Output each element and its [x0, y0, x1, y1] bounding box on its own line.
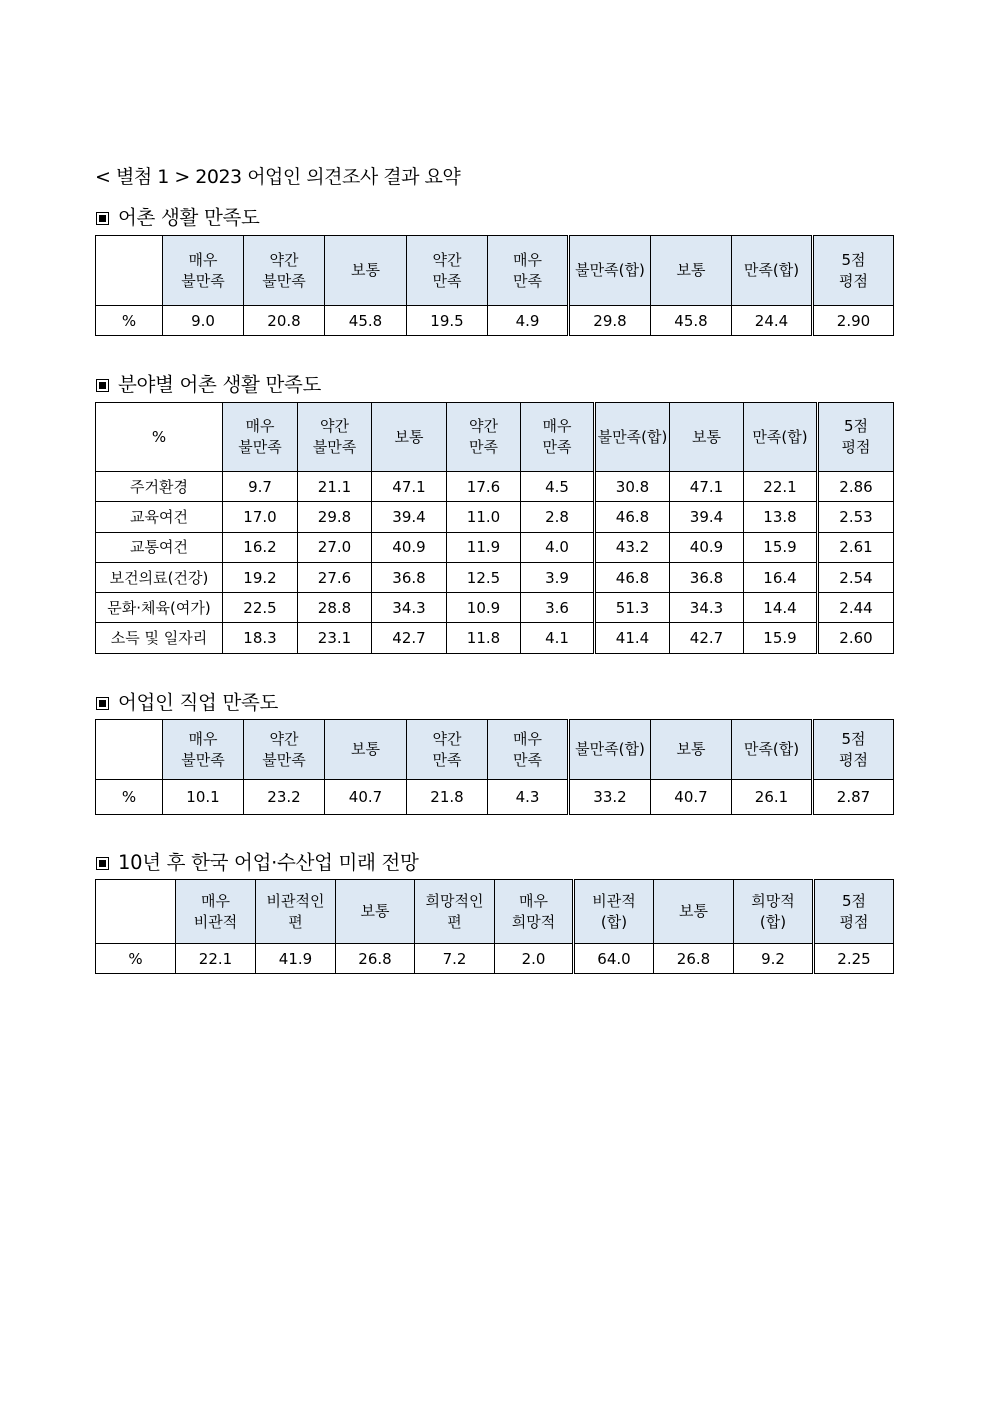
header-line: 만족(합)	[743, 261, 800, 279]
header-line: 약간	[432, 250, 462, 269]
value-cell: 2.0	[495, 944, 574, 974]
column-header	[495, 880, 574, 944]
value-cell: 39.4	[670, 502, 744, 532]
value-cell: 19.5	[407, 306, 488, 336]
row-label: 소득 및 일자리	[96, 623, 223, 653]
value-cell: 27.6	[298, 562, 372, 592]
value-cell: 10.9	[447, 593, 521, 623]
value-cell: 11.9	[447, 532, 521, 562]
header-line: 불만족	[238, 438, 282, 456]
value-cell: 11.8	[447, 623, 521, 653]
header-line: 보통	[676, 261, 706, 279]
column-header	[244, 720, 325, 780]
table-row	[96, 623, 894, 653]
value-cell: 40.9	[372, 532, 447, 562]
header-line: 5점	[841, 729, 866, 748]
value-cell: 19.2	[223, 562, 298, 592]
value-cell: 16.4	[744, 562, 818, 592]
value-cell: 34.3	[670, 593, 744, 623]
value-cell: 34.3	[372, 593, 447, 623]
value-cell: 7.2	[415, 944, 495, 974]
column-header	[818, 403, 894, 472]
header-line: 5점	[843, 417, 869, 435]
value-cell: 4.5	[521, 472, 595, 502]
value-cell: 41.9	[256, 944, 336, 974]
header-line: 만족	[432, 271, 462, 290]
header-line: 불만족	[312, 438, 357, 456]
header-line: 평점	[839, 912, 869, 931]
value-cell: 33.2	[569, 780, 651, 815]
header-line: 보통	[351, 261, 380, 279]
column-header	[163, 720, 244, 780]
column-header	[569, 236, 651, 306]
header-line: 약간	[432, 729, 462, 748]
header-line: 비관적	[193, 912, 238, 931]
value-cell: 27.0	[298, 532, 372, 562]
header-line: 비관적인	[266, 891, 325, 910]
value-cell: 15.9	[744, 623, 818, 653]
table-row	[96, 944, 894, 974]
header-line: 매우	[542, 417, 572, 435]
value-cell: 4.1	[521, 623, 595, 653]
column-header	[336, 880, 415, 944]
column-header	[244, 236, 325, 306]
value-cell: 41.4	[595, 623, 670, 653]
row-label: %	[96, 306, 163, 336]
column-header	[651, 236, 732, 306]
value-cell: 4.9	[488, 306, 569, 336]
header-line: 불만족	[262, 750, 306, 769]
column-header	[651, 720, 732, 780]
header-row	[96, 236, 894, 306]
value-cell: 15.9	[744, 532, 818, 562]
value-cell: 46.8	[595, 562, 670, 592]
row-label: 주거환경	[96, 472, 223, 502]
column-header	[813, 236, 894, 306]
header-line: 매우	[188, 729, 218, 748]
column-header	[569, 720, 651, 780]
column-header	[814, 880, 894, 944]
value-cell: 40.7	[651, 780, 732, 815]
value-cell: 45.8	[325, 306, 407, 336]
section-title-village-life: 어촌 생활 만족도	[96, 202, 260, 230]
header-line: 만족	[432, 750, 462, 769]
header-line: 희망적	[751, 891, 795, 910]
value-cell: 29.8	[569, 306, 651, 336]
value-cell: 28.8	[298, 593, 372, 623]
header-line: 약간	[320, 417, 349, 435]
value-cell: 2.90	[813, 306, 894, 336]
header-line: 불만족(합)	[597, 427, 668, 446]
header-line: 매우	[245, 417, 275, 435]
value-cell: 2.87	[813, 780, 894, 815]
value-cell: 26.8	[654, 944, 734, 974]
value-cell: 23.2	[244, 780, 325, 815]
header-row	[96, 403, 894, 472]
value-cell: 24.4	[732, 306, 813, 336]
table-row	[96, 502, 894, 532]
column-header	[813, 720, 894, 780]
value-cell: 3.9	[521, 562, 595, 592]
column-header	[407, 720, 488, 780]
value-cell: 10.1	[163, 780, 244, 815]
table-row	[96, 532, 894, 562]
value-cell: 22.1	[744, 472, 818, 502]
header-line: 매우	[513, 250, 542, 269]
table-row	[96, 780, 894, 815]
header-line: 5점	[841, 891, 867, 910]
column-header	[415, 880, 495, 944]
column-header	[447, 403, 521, 472]
header-line: 불만족	[181, 750, 225, 769]
square-bullet-icon	[96, 212, 109, 225]
value-cell: 3.6	[521, 593, 595, 623]
header-line: 보통	[676, 740, 706, 758]
header-line: 약간	[469, 417, 498, 435]
value-cell: 42.7	[372, 623, 447, 653]
header-line: (합)	[600, 912, 628, 931]
value-cell: 40.7	[325, 780, 407, 815]
value-cell: 11.0	[447, 502, 521, 532]
header-line: 불만족	[262, 271, 306, 290]
column-header	[574, 880, 654, 944]
page-title: < 별첨 1 > 2023 어업인 의견조사 결과 요약	[95, 166, 461, 188]
column-header	[256, 880, 336, 944]
corner-cell: %	[96, 403, 223, 472]
column-header	[732, 720, 813, 780]
corner-cell	[96, 236, 163, 306]
value-cell: 42.7	[670, 623, 744, 653]
column-header	[734, 880, 814, 944]
value-cell: 9.7	[223, 472, 298, 502]
square-bullet-icon	[96, 697, 109, 710]
header-line: 평점	[839, 750, 868, 769]
column-header	[325, 236, 407, 306]
value-cell: 2.44	[818, 593, 894, 623]
table-outlook	[95, 879, 894, 974]
corner-cell	[96, 880, 176, 944]
square-bullet-icon	[96, 379, 109, 392]
corner-cell	[96, 720, 163, 780]
value-cell: 2.8	[521, 502, 595, 532]
row-label: 보건의료(건강)	[96, 562, 223, 592]
value-cell: 9.0	[163, 306, 244, 336]
value-cell: 18.3	[223, 623, 298, 653]
column-header	[176, 880, 256, 944]
section-title-outlook: 10년 후 한국 어업·수산업 미래 전망	[96, 847, 419, 875]
square-bullet-icon	[96, 857, 109, 870]
header-line: 만족	[513, 750, 542, 769]
header-line: 약간	[269, 729, 299, 748]
header-line: 만족(합)	[743, 740, 800, 758]
column-header	[488, 720, 569, 780]
value-cell: 40.9	[670, 532, 744, 562]
column-header	[325, 720, 407, 780]
section-title-field-life: 분야별 어촌 생활 만족도	[96, 369, 321, 397]
header-line: 매우	[188, 250, 218, 269]
header-line: 보통	[679, 902, 708, 920]
value-cell: 13.8	[744, 502, 818, 532]
value-cell: 22.5	[223, 593, 298, 623]
value-cell: 45.8	[651, 306, 732, 336]
header-line: 희망적인	[425, 891, 484, 910]
value-cell: 2.86	[818, 472, 894, 502]
value-cell: 23.1	[298, 623, 372, 653]
value-cell: 21.1	[298, 472, 372, 502]
header-line: 만족(합)	[752, 427, 808, 446]
header-line: 만족	[469, 438, 498, 456]
value-cell: 30.8	[595, 472, 670, 502]
value-cell: 46.8	[595, 502, 670, 532]
header-line: 편	[447, 912, 462, 931]
row-label: 문화·체육(여가)	[96, 593, 223, 623]
value-cell: 4.0	[521, 532, 595, 562]
header-line: 매우	[519, 891, 548, 910]
value-cell: 26.1	[732, 780, 813, 815]
header-row	[96, 880, 894, 944]
value-cell: 21.8	[407, 780, 488, 815]
header-line: 보통	[360, 902, 390, 920]
row-label: %	[96, 944, 176, 974]
table-row	[96, 472, 894, 502]
value-cell: 26.8	[336, 944, 415, 974]
value-cell: 2.53	[818, 502, 894, 532]
table-row	[96, 562, 894, 592]
value-cell: 2.60	[818, 623, 894, 653]
table-row	[96, 306, 894, 336]
value-cell: 47.1	[670, 472, 744, 502]
header-line: 평점	[839, 271, 868, 290]
row-label: 교통여건	[96, 532, 223, 562]
header-line: 불만족(합)	[575, 740, 645, 758]
value-cell: 4.3	[488, 780, 569, 815]
header-line: 약간	[269, 250, 299, 269]
header-line: 희망적	[511, 912, 556, 931]
column-header	[372, 403, 447, 472]
column-header	[163, 236, 244, 306]
value-cell: 36.8	[372, 562, 447, 592]
value-cell: 29.8	[298, 502, 372, 532]
column-header	[732, 236, 813, 306]
column-header	[488, 236, 569, 306]
value-cell: 2.25	[814, 944, 894, 974]
value-cell: 22.1	[176, 944, 256, 974]
row-label: 교육여건	[96, 502, 223, 532]
column-header	[407, 236, 488, 306]
header-line: 보통	[351, 740, 380, 758]
table-field-life	[95, 402, 894, 654]
column-header	[521, 403, 595, 472]
table-job	[95, 719, 894, 815]
value-cell: 39.4	[372, 502, 447, 532]
value-cell: 47.1	[372, 472, 447, 502]
column-header	[595, 403, 670, 472]
value-cell: 14.4	[744, 593, 818, 623]
row-label: %	[96, 780, 163, 815]
column-header	[654, 880, 734, 944]
table-village-life	[95, 235, 894, 336]
value-cell: 17.0	[223, 502, 298, 532]
value-cell: 36.8	[670, 562, 744, 592]
header-line: 매우	[513, 729, 542, 748]
value-cell: 9.2	[734, 944, 814, 974]
header-line: 불만족(합)	[575, 261, 645, 279]
header-line: 편	[288, 912, 303, 931]
column-header	[670, 403, 744, 472]
value-cell: 20.8	[244, 306, 325, 336]
header-line: 매우	[201, 891, 230, 910]
header-line: 만족	[542, 438, 572, 456]
table-row	[96, 593, 894, 623]
value-cell: 2.54	[818, 562, 894, 592]
header-line: 보통	[394, 427, 424, 446]
header-line: 만족	[513, 271, 542, 290]
header-line: 비관적	[592, 891, 636, 910]
section-title-job: 어업인 직업 만족도	[96, 687, 278, 715]
header-line: 보통	[692, 427, 721, 446]
header-row	[96, 720, 894, 780]
value-cell: 17.6	[447, 472, 521, 502]
value-cell: 12.5	[447, 562, 521, 592]
value-cell: 16.2	[223, 532, 298, 562]
header-line: (합)	[759, 912, 787, 931]
value-cell: 51.3	[595, 593, 670, 623]
header-line: 불만족	[181, 271, 225, 290]
value-cell: 43.2	[595, 532, 670, 562]
column-header	[298, 403, 372, 472]
value-cell: 64.0	[574, 944, 654, 974]
value-cell: 2.61	[818, 532, 894, 562]
header-line: 평점	[841, 438, 871, 456]
column-header	[223, 403, 298, 472]
header-line: 5점	[841, 250, 866, 269]
column-header	[744, 403, 818, 472]
